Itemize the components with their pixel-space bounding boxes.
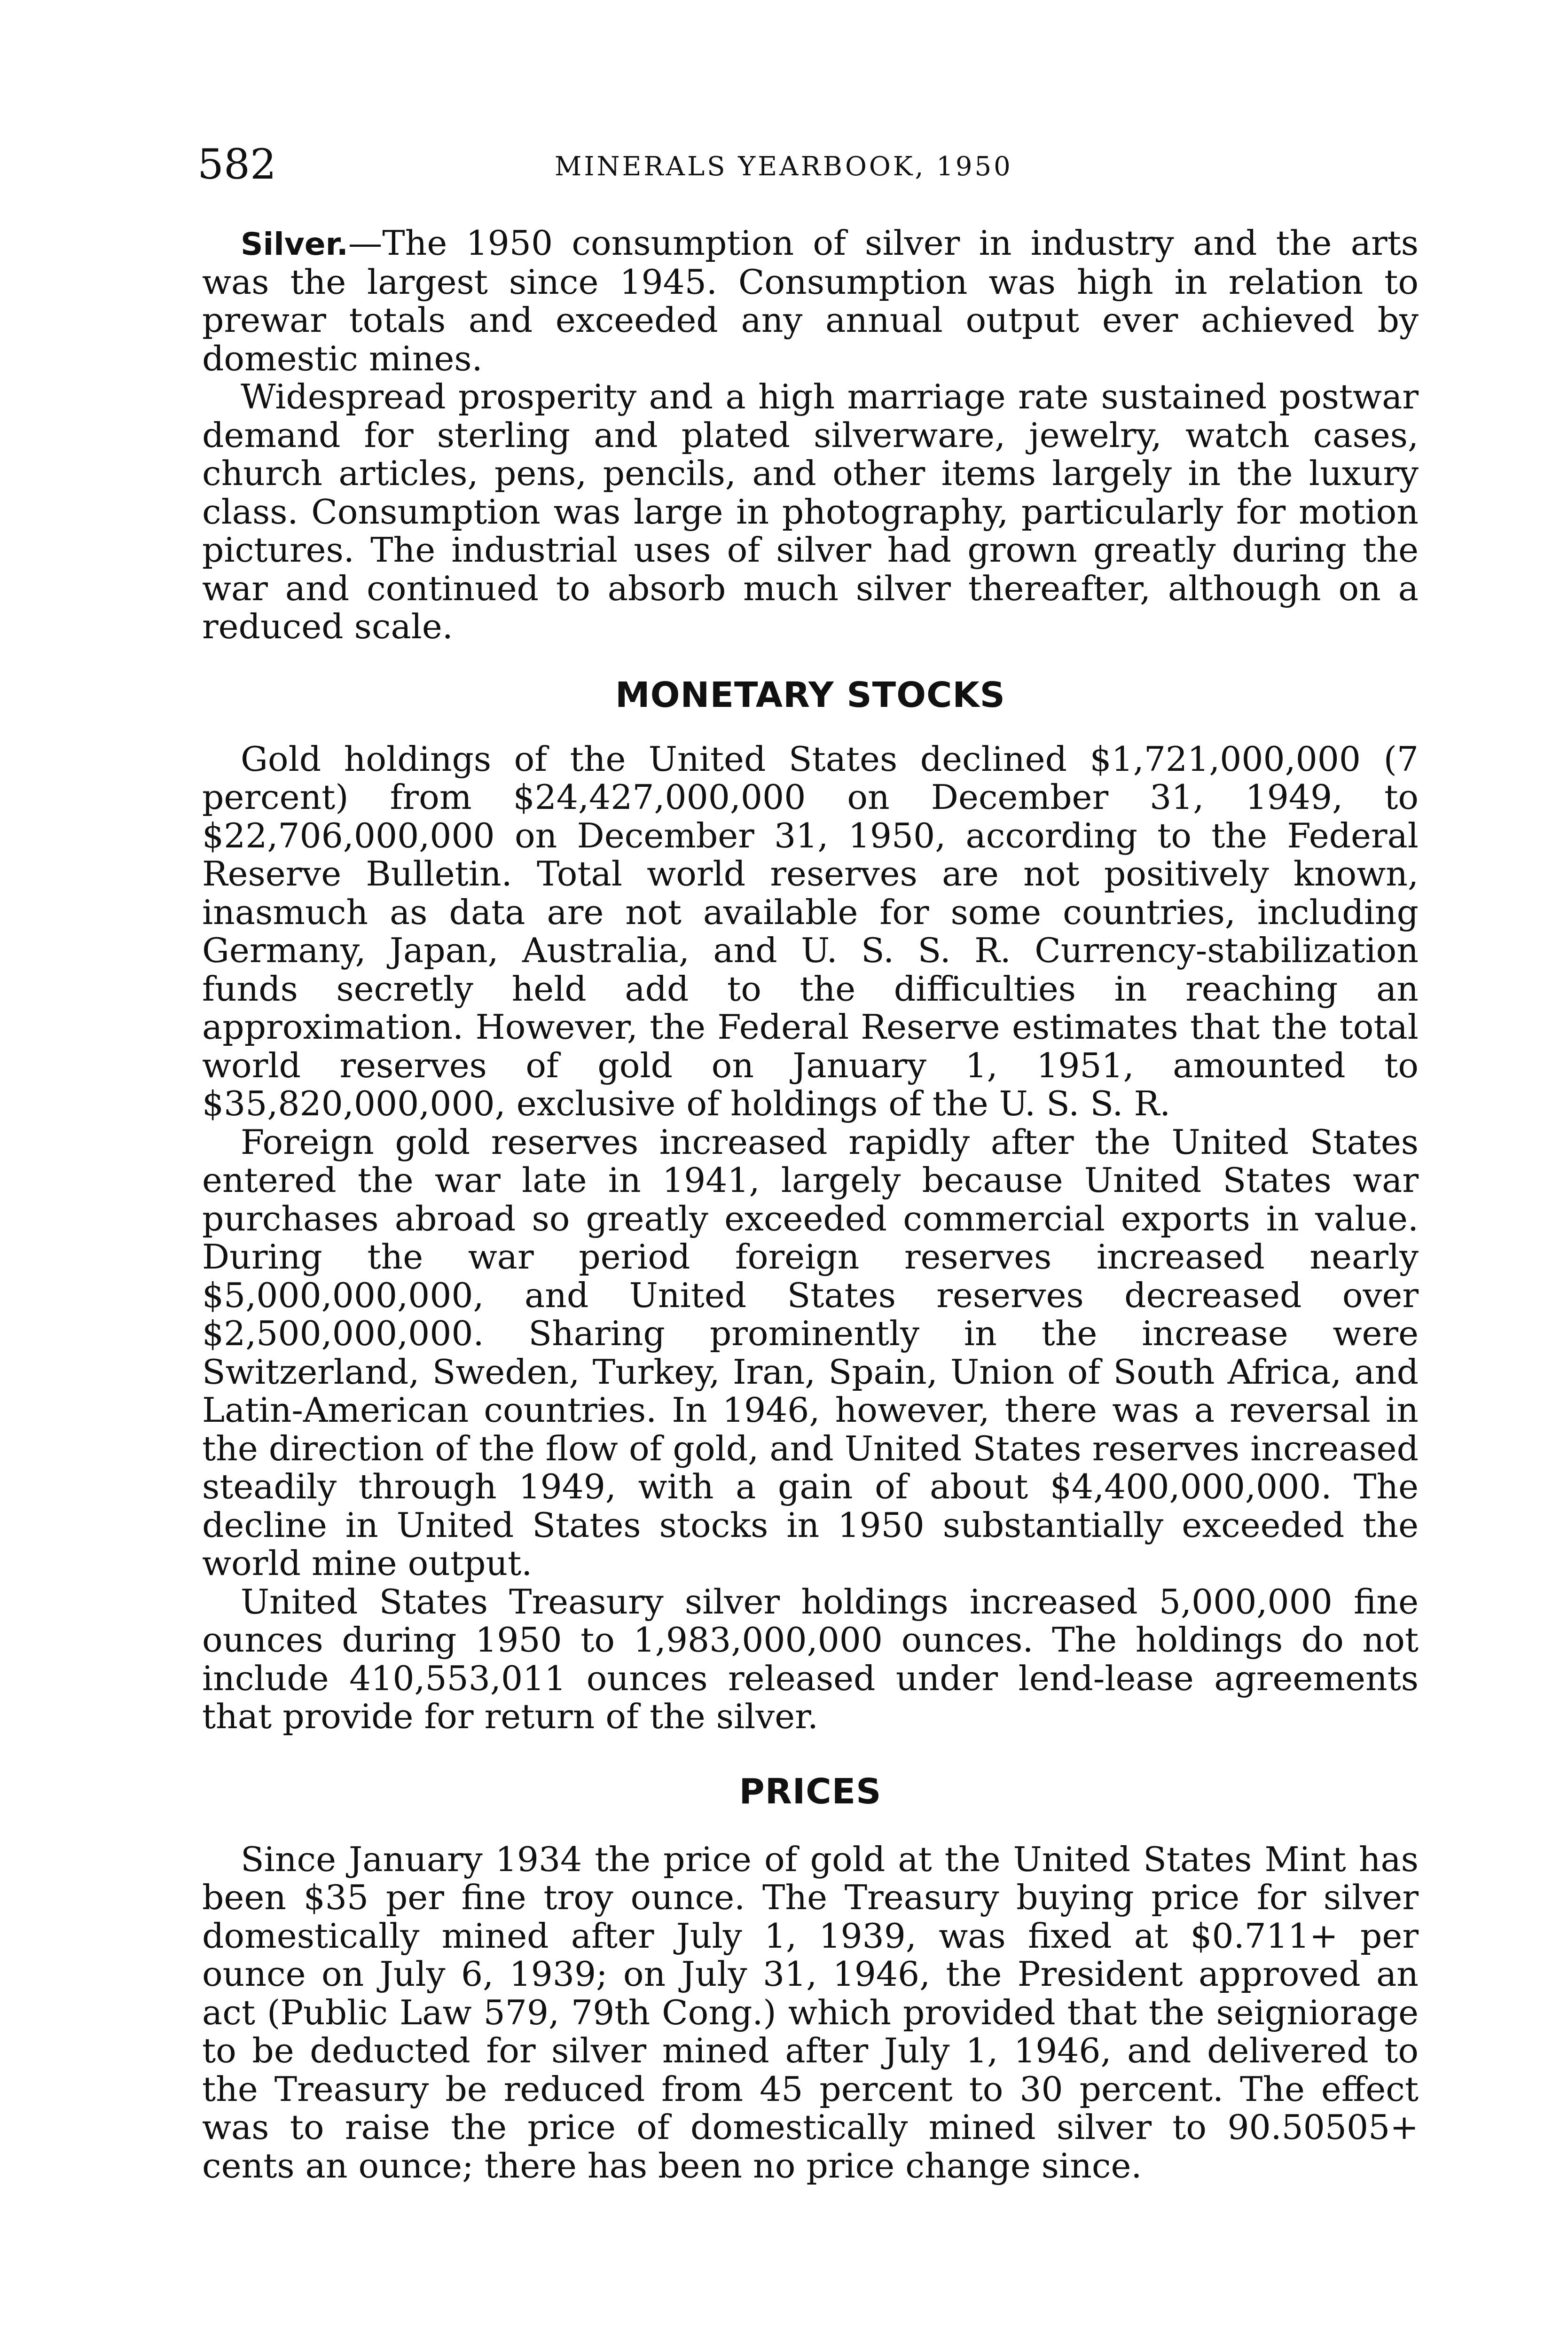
silver-paragraph-2: Widespread prosperity and a high marriage rate sustained postwar demand for sterling and plated silverware, jewelry, watch cases, church articles, pens, pencils, and other items largely in the luxury class. Consumption was large in photography, particularly for motion pictures. The industrial uses of silver had grown greatly during the war and continued to absorb much silver thereafter, although on a reduced scale. (202, 377, 1419, 647)
page-number: 582 (197, 140, 276, 188)
prices-paragraph-1: Since January 1934 the price of gold at the United States Mint has been $35 per fine troy ounce. The Treasury buying price for silver domestically mined after July 1, 1939, was fixed at $0.711+ per ounce on July 6, 1939; on July 31, 1946, the President approved an act (Public Law 579, 79th Cong.) which provided that the seigniorage to be deducted for silver mined after July 1, 1946, and delivered to the Treasury be reduced from 45 percent to 30 percent. The effect was to raise the price of domestically mined silver to 90.50505+ cents an ounce; there has been no price change since. (202, 1840, 1419, 2186)
monetary-stocks-heading: MONETARY STOCKS (615, 674, 1005, 715)
running-title: MINERALS YEARBOOK, 1950 (555, 151, 1013, 182)
monetary-paragraph-3: United States Treasury silver holdings increased 5,000,000 fine ounces during 1950 to 1,983,000,000 ounces. The holdings do not include 410,553,011 ounces released under lend-lease agreements that provide for return of the silver. (202, 1582, 1419, 1737)
monetary-paragraph-1: Gold holdings of the United States declined $1,721,000,000 (7 percent) from $24,427,000,000 on December 31, 1949, to $22,706,000,000 on December 31, 1950, according to the Federal Reserve Bulletin. Total world reserves are not positively known, inasmuch as data are not available for some countries, including Germany, Japan, Australia, and U. S. S. R. Currency-stabilization funds secretly held add to the difficulties in reaching an approximation. However, the Federal Reserve estimates that the total world reserves of gold on January 1, 1951, amounted to $35,820,000,000, exclusive of holdings of the U. S. S. R. (202, 739, 1419, 1124)
silver-run-in-heading: Silver. (241, 226, 348, 262)
monetary-paragraph-2: Foreign gold reserves increased rapidly after the United States entered the war late in 1941, largely because United States war purchases abroad so greatly exceeded commercial exports in value. During the war period foreign reserves increased nearly $5,000,000,000, and United States reserves decreased over $2,500,000,000. Sharing prominently in the increase were Switzerland, Sweden, Turkey, Iran, Spain, Union of South Africa, and Latin-American countries. In 1946, however, there was a reversal in the direction of the flow of gold, and United States reserves increased steadily through 1949, with a gain of about $4,400,000,000. The decline in United States stocks in 1950 substantially exceeded the world mine output. (202, 1122, 1419, 1583)
body-text (202, 225, 1419, 2186)
page-header (197, 141, 1419, 188)
silver-paragraph-1 (202, 225, 1419, 378)
silver-paragraph-1-text: —The 1950 consumption of silver in industry and the arts was the largest since 1945. Consumption was high in relation to prewar totals and exceeded any annual output ever achieved by domestic mines. (202, 224, 1419, 379)
prices-heading: PRICES (739, 1771, 882, 1812)
